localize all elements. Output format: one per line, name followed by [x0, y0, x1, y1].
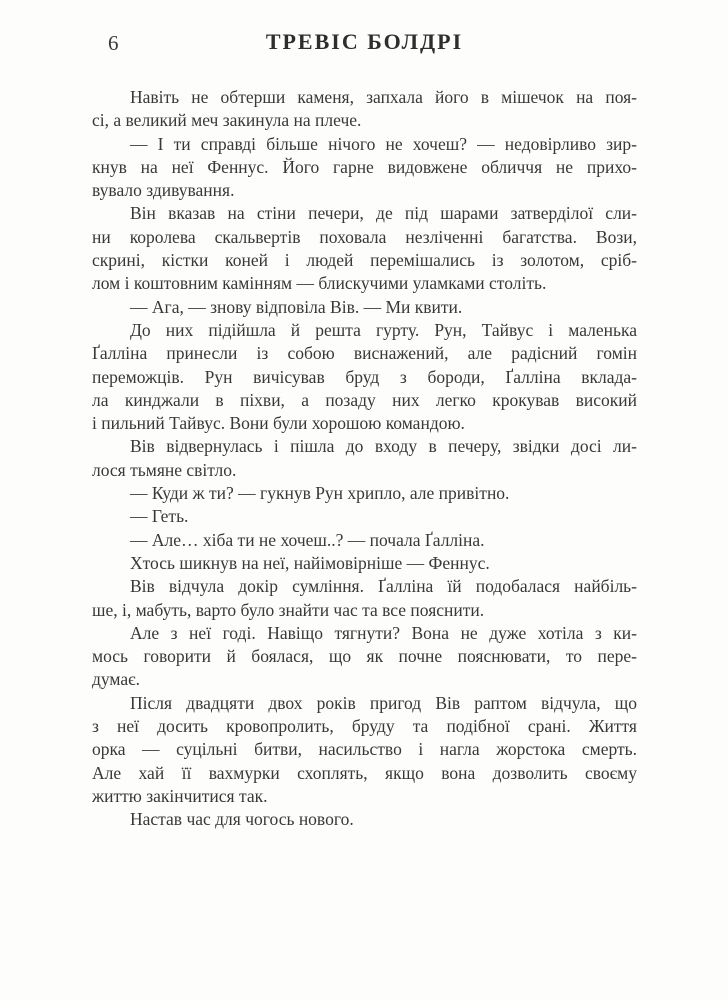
paragraph	[92, 552, 637, 575]
text-line: Вів відвернулась і пішла до входу в печеру, звідки досі ли-	[130, 436, 637, 457]
text-line: — Геть.	[130, 506, 189, 527]
text-line: переможців. Рун вичісував бруд з бороди, Ґалліна вклада-	[92, 366, 637, 387]
paragraph	[92, 86, 637, 133]
text-line: Він вказав на стіни печери, де під шарами затверділої сли-	[130, 203, 637, 224]
text-line: Навіть не обтерши каменя, запхала його в мішечок на поя-	[130, 87, 637, 107]
paragraph	[92, 575, 637, 622]
text-line: кнув на неї Феннус. Його гарне видовжене обличчя не прихо-	[92, 156, 637, 177]
text-line: мось говорити й боялася, що як почне пояснювати, то пере-	[92, 646, 637, 667]
text-line: з неї досить кровопролить, бруду та подібної срані. Життя	[92, 716, 637, 737]
text-line: ни королева скальвертів поховала незліченні багатства. Вози,	[92, 226, 637, 247]
text-line: — Куди ж ти? — гукнув Рун хрипло, але привітно.	[130, 483, 510, 504]
paragraph	[92, 482, 637, 505]
text-line: — Ага, — знову відповіла Вів. — Ми квити.	[130, 296, 463, 317]
text-line: До них підійшла й решта гурту. Рун, Тайвус і маленька	[130, 319, 637, 340]
text-line: — І ти справді більше нічого не хочеш? — недовірливо зир-	[130, 133, 637, 154]
text-line: ше, і, мабуть, варто було знайти час та все пояснити.	[92, 599, 485, 620]
text-line: Але хай її вахмурки схоплять, якщо вона дозволить своєму	[92, 762, 637, 783]
text-line: життю закінчитися так.	[92, 785, 268, 806]
text-line: скрині, кістки коней і людей перемішались із золотом, сріб-	[92, 250, 637, 271]
paragraph	[92, 435, 637, 482]
text-line: вувало здивування.	[92, 180, 235, 201]
text-line: сі, а великий меч закинула на плече.	[92, 110, 362, 131]
text-line: Після двадцяти двох років пригод Вів раптом відчула, що	[130, 692, 637, 713]
page-number: 6	[108, 31, 119, 55]
body-text	[92, 86, 637, 832]
text-line: Але з неї годі. Навіщо тягнути? Вона не дуже хотіла з ки-	[130, 622, 637, 643]
text-line: ла кинджали в піхви, а позаду них легко крокував високий	[92, 389, 637, 410]
paragraph	[92, 133, 637, 203]
text-line: лом і коштовним камінням — блискучими уламками століть.	[92, 273, 547, 294]
text-line: орка — суцільні битви, насильство і нагла жорстока смерть.	[92, 739, 637, 760]
text-line: Ґалліна принесли із собою виснажений, але радісний гомін	[92, 343, 637, 364]
text-line: Хтось шикнув на неї, найімовірніше — Феннус.	[130, 552, 490, 573]
text-line: — Але… хіба ти не хочеш..? — почала Ґалліна.	[130, 529, 485, 550]
text-line: лося тьмяне світло.	[92, 459, 237, 480]
text-line: думає.	[92, 669, 141, 690]
text-line: Вів відчула докір сумління. Ґалліна їй подобалася найбіль-	[130, 576, 637, 597]
paragraph	[92, 622, 637, 692]
running-header: ТРЕВІС БОЛДРІ	[265, 29, 464, 54]
paragraph	[92, 202, 637, 295]
text-line: і пильний Тайвус. Вони були хорошою командою.	[92, 413, 465, 434]
paragraph	[92, 505, 637, 528]
paragraph	[92, 692, 637, 808]
paragraph	[92, 296, 637, 319]
paragraph	[92, 808, 637, 831]
paragraph	[92, 319, 637, 435]
paragraph	[92, 529, 637, 552]
text-line: Настав час для чогось нового.	[130, 809, 354, 830]
